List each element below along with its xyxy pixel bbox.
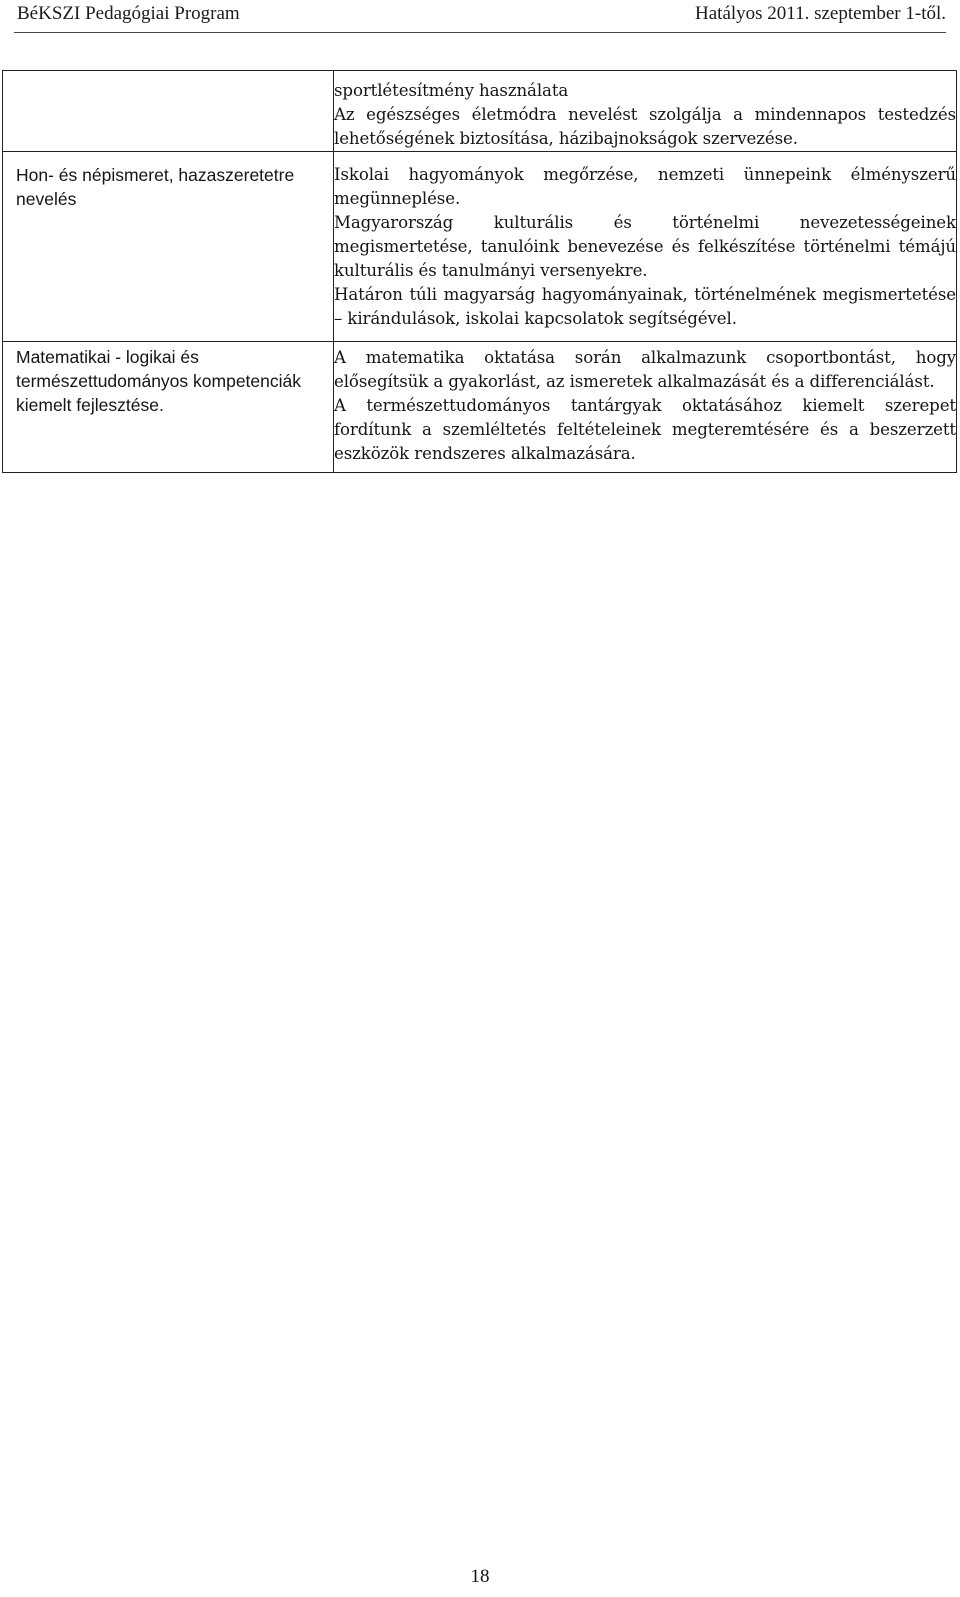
table-row	[3, 71, 957, 152]
table-cell-description	[334, 71, 957, 152]
description-paragraph: sportlétesítmény használata	[334, 81, 569, 100]
page-number: 18	[470, 1566, 490, 1587]
table-row	[3, 152, 957, 342]
table-cell-topic	[3, 152, 334, 342]
description-paragraph: Határon túli magyarság hagyományainak, történelmének megismertetése – kirándulások, iskolai kapcsolatok segítségével.	[334, 285, 956, 328]
table-cell-topic	[3, 342, 334, 473]
description-paragraph: Iskolai hagyományok megőrzése, nemzeti ünnepeink élményszerű megünneplése.	[334, 165, 956, 208]
description-paragraph: A természettudományos tantárgyak oktatásához kiemelt szerepet fordítunk a szemléltetés feltételeinek megteremtésére és a beszerzett eszközök rendszeres alkalmazására.	[334, 396, 956, 463]
description-paragraph: Az egészséges életmódra nevelést szolgálja a mindennapos testedzés lehetőségének biztosítása, házibajnokságok szervezése.	[334, 105, 956, 148]
table-cell-description	[334, 342, 957, 473]
topic-label: Hon- és népismeret, hazaszeretetre nevelés	[16, 165, 295, 209]
header-effective-date: Hatályos 2011. szeptember 1-től.	[695, 3, 946, 24]
description-paragraph: A matematika oktatása során alkalmazunk csoportbontást, hogy elősegítsük a gyakorlást, az ismeretek alkalmazását és a differenciálást.	[334, 348, 956, 391]
table-row	[3, 342, 957, 473]
header-divider	[14, 32, 946, 33]
table-cell-topic	[3, 71, 334, 152]
description-paragraph: Magyarország kulturális és történelmi nevezetességeinek megismertetése, tanulóink benevezése és felkészítése történelmi témájú kulturális és tanulmányi versenyekre.	[334, 213, 956, 280]
page-header	[17, 0, 946, 28]
table-cell-description	[334, 152, 957, 342]
program-table	[2, 70, 957, 473]
header-document-title: BéKSZI Pedagógiai Program	[17, 3, 240, 24]
topic-label: Matematikai - logikai és természettudományos kompetenciák kiemelt fejlesztése.	[16, 347, 301, 415]
